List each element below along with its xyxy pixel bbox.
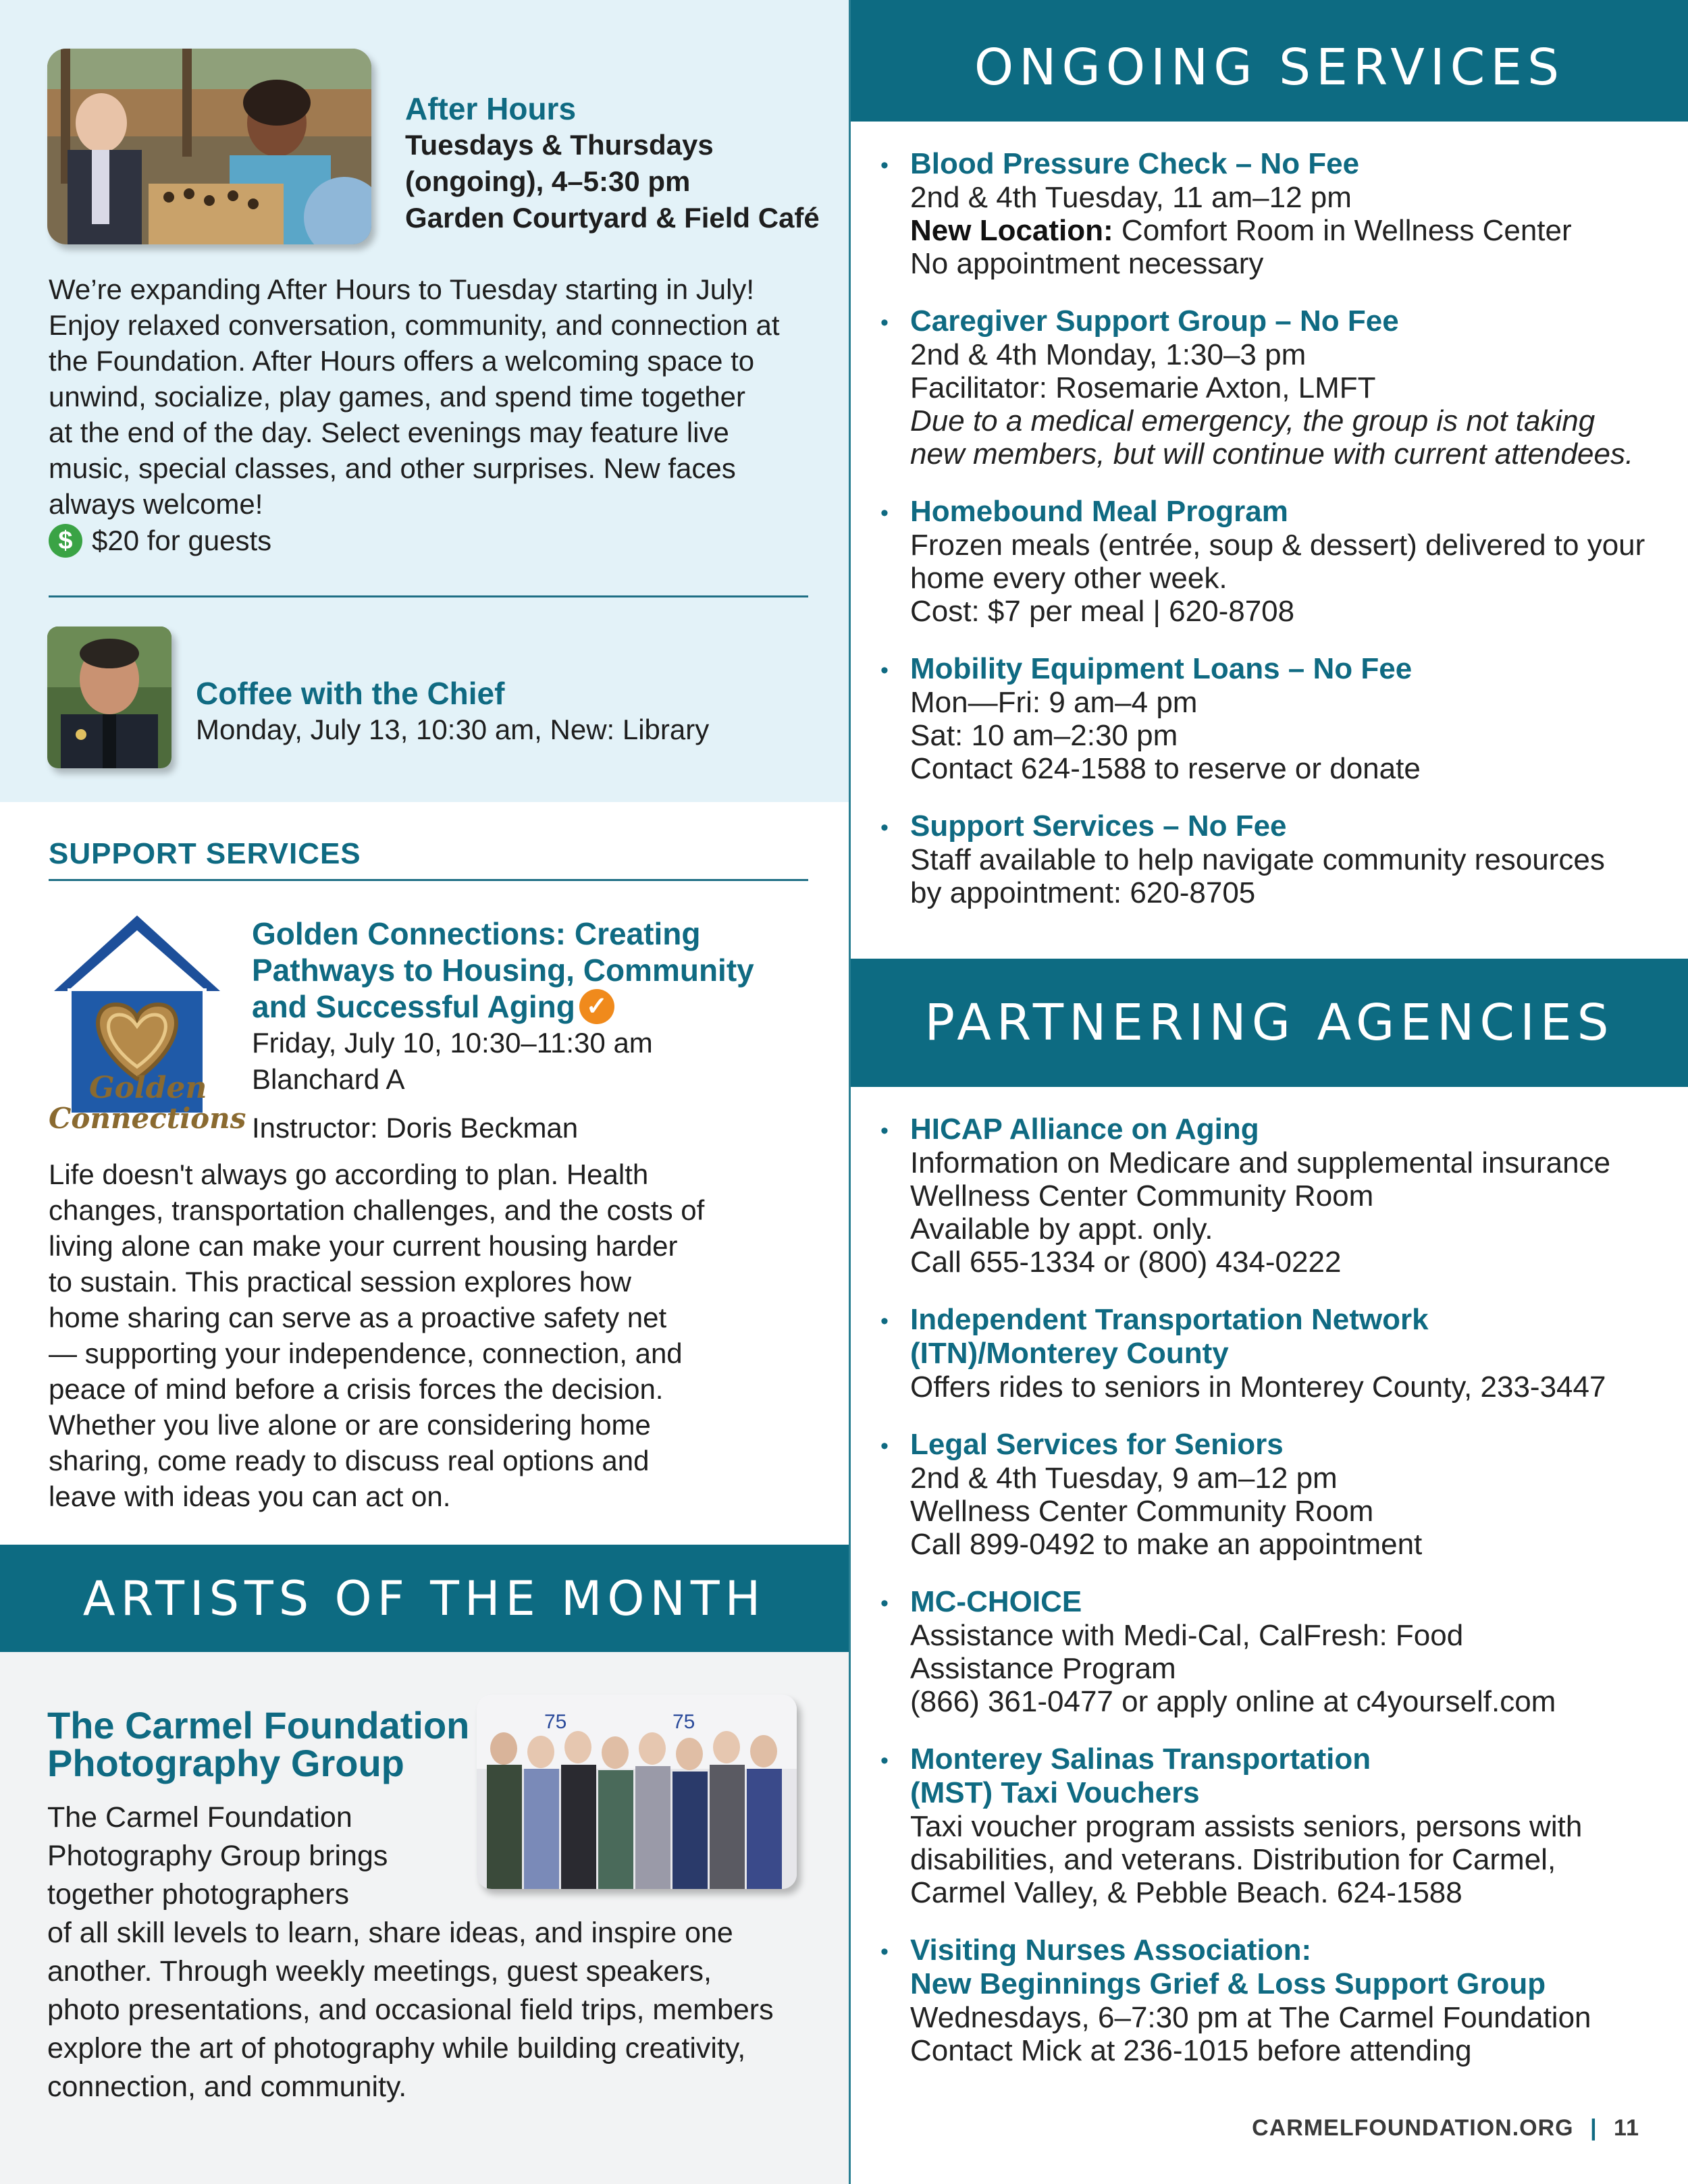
service-note: Due to a medical emergency, the group is not taking xyxy=(910,404,1595,437)
agency-detail: Assistance with Medi-Cal, CalFresh: Food xyxy=(910,1619,1464,1652)
chief-portrait-image xyxy=(47,627,172,768)
golden-connections-title-line: and Successful Aging xyxy=(252,989,575,1024)
service-title: Caregiver Support Group – No Fee xyxy=(910,304,1399,338)
agency-detail: 2nd & 4th Tuesday, 9 am–12 pm xyxy=(910,1462,1338,1495)
after-hours-title: After Hours xyxy=(405,91,577,126)
body-line: of all skill levels to learn, share ideas, and inspire one xyxy=(47,1917,733,1949)
agency-detail: Wellness Center Community Room xyxy=(910,1495,1374,1528)
list-item xyxy=(878,1934,1674,2067)
after-hours-schedule-line: (ongoing), 4–5:30 pm xyxy=(405,165,691,197)
bullet-icon: • xyxy=(880,815,889,841)
bullet-icon: • xyxy=(880,1433,889,1459)
service-detail: Sat: 10 am–2:30 pm xyxy=(910,719,1178,752)
agency-title: Independent Transportation Network xyxy=(910,1303,1429,1336)
support-services-label: SUPPORT SERVICES xyxy=(49,837,361,870)
sign-number: 75 xyxy=(672,1711,695,1733)
ongoing-services-list xyxy=(878,147,1674,934)
checkmark-badge-icon: ✓ xyxy=(579,989,614,1024)
body-line: sharing, come ready to discuss real options and xyxy=(49,1445,650,1476)
agency-detail: Wellness Center Community Room xyxy=(910,1179,1374,1213)
golden-connections-description xyxy=(49,1156,839,1514)
golden-connections-title-last xyxy=(252,988,833,1025)
coffee-detail: Monday, July 13, 10:30 am, New: Library xyxy=(196,714,710,745)
service-detail: Facilitator: Rosemarie Axton, LMFT xyxy=(910,371,1376,404)
page-footer xyxy=(1252,2115,1639,2141)
service-detail: by appointment: 620-8705 xyxy=(910,876,1256,909)
agency-detail: Carmel Valley, & Pebble Beach. 624-1588 xyxy=(910,1876,1462,1909)
agency-detail: Taxi voucher program assists seniors, persons with xyxy=(910,1810,1583,1843)
bullet-icon: • xyxy=(880,153,889,178)
coffee-title: Coffee with the Chief xyxy=(196,676,505,711)
agency-detail: Call 655-1334 or (800) 434-0222 xyxy=(910,1246,1342,1279)
artists-title-line: Photography Group xyxy=(47,1742,404,1784)
list-item xyxy=(878,147,1674,280)
agency-detail: disabilities, and veterans. Distribution for Carmel, xyxy=(910,1843,1556,1876)
page-number: 11 xyxy=(1614,2115,1639,2141)
footer-site: CARMELFOUNDATION.ORG xyxy=(1252,2115,1574,2141)
after-hours-location: Garden Courtyard & Field Café xyxy=(405,202,820,234)
after-hours-description xyxy=(49,271,839,522)
ongoing-services-banner-text: ONGOING SERVICES xyxy=(974,38,1565,97)
body-line: home sharing can serve as a proactive safety net xyxy=(49,1302,667,1333)
service-detail: 2nd & 4th Tuesday, 11 am–12 pm xyxy=(910,181,1352,214)
body-line: at the end of the day. Select evenings may feature live xyxy=(49,417,729,448)
partnering-agencies-list xyxy=(878,1113,1674,2092)
artists-banner xyxy=(0,1545,849,1653)
bullet-icon: • xyxy=(880,1748,889,1774)
support-services-underline xyxy=(49,879,808,881)
service-detail: Cost: $7 per meal | 620-8708 xyxy=(910,595,1295,628)
service-detail: Contact 624-1588 to reserve or donate xyxy=(910,752,1421,785)
golden-connections-room: Blanchard A xyxy=(252,1063,405,1095)
bullet-icon: • xyxy=(880,1591,889,1616)
bullet-icon: • xyxy=(880,1939,889,1965)
agency-detail: Wednesdays, 6–7:30 pm at The Carmel Foundation xyxy=(910,2001,1591,2034)
body-line: Whether you live alone or are considering home xyxy=(49,1409,651,1441)
service-title: Blood Pressure Check – No Fee xyxy=(910,147,1360,180)
service-detail: Mon—Fri: 9 am–4 pm xyxy=(910,686,1198,719)
partnering-agencies-banner xyxy=(851,959,1688,1087)
body-line: Photography Group brings xyxy=(47,1840,388,1872)
agency-title: HICAP Alliance on Aging xyxy=(910,1113,1259,1146)
body-line: connection, and community. xyxy=(47,2071,407,2103)
list-item xyxy=(878,1585,1674,1718)
police-chief-photo xyxy=(47,627,172,768)
service-title: Support Services – No Fee xyxy=(910,809,1287,843)
list-item xyxy=(878,652,1674,785)
location-label: New Location: xyxy=(910,214,1113,247)
agency-title: MC-CHOICE xyxy=(910,1585,1082,1618)
body-line: Enjoy relaxed conversation, community, and connection at xyxy=(49,309,780,341)
service-detail: Staff available to help navigate community resources xyxy=(910,843,1605,876)
agency-detail: Contact Mick at 236-1015 before attending xyxy=(910,2034,1472,2067)
list-item xyxy=(878,495,1674,628)
agency-detail: Available by appt. only. xyxy=(910,1213,1213,1246)
list-item xyxy=(878,809,1674,909)
logo-text-golden: Golden xyxy=(89,1071,207,1105)
service-location xyxy=(910,214,1674,247)
agency-title: (MST) Taxi Vouchers xyxy=(910,1776,1200,1809)
body-line: leave with ideas you can act on. xyxy=(49,1481,451,1512)
after-hours-photo xyxy=(47,49,371,244)
location-value: Comfort Room in Wellness Center xyxy=(1113,214,1572,247)
list-item xyxy=(878,304,1674,471)
body-line: peace of mind before a crisis forces the decision. xyxy=(49,1373,664,1405)
bullet-icon: • xyxy=(880,1118,889,1144)
body-line: The Carmel Foundation xyxy=(47,1801,352,1834)
agency-title: Legal Services for Seniors xyxy=(910,1428,1284,1461)
service-title: Homebound Meal Program xyxy=(910,495,1288,528)
body-line: changes, transportation challenges, and the costs of xyxy=(49,1194,705,1226)
column-divider xyxy=(849,0,851,2184)
ongoing-services-banner xyxy=(851,0,1688,122)
list-item xyxy=(878,1113,1674,1279)
footer-separator: | xyxy=(1590,2115,1598,2141)
agency-title: New Beginnings Grief & Loss Support Group xyxy=(910,1967,1546,2000)
golden-connections-title-line: Pathways to Housing, Community xyxy=(252,953,754,988)
artists-description-wide xyxy=(47,1914,837,2106)
service-detail: Frozen meals (entrée, soup & dessert) delivered to your xyxy=(910,529,1645,562)
photography-group-photo xyxy=(477,1695,797,1889)
artists-banner-text: ARTISTS OF THE MONTH xyxy=(82,1571,766,1626)
body-line: Life doesn't always go according to plan. Health xyxy=(49,1158,649,1190)
partnering-agencies-banner-text: PARTNERING AGENCIES xyxy=(924,994,1614,1052)
list-item xyxy=(878,1303,1674,1404)
body-line: — supporting your independence, connection, and xyxy=(49,1337,683,1369)
service-title: Mobility Equipment Loans – No Fee xyxy=(910,652,1413,685)
bullet-icon: • xyxy=(880,658,889,683)
agency-title: Monterey Salinas Transportation xyxy=(910,1742,1371,1776)
service-note: new members, but will continue with current attendees. xyxy=(910,437,1634,471)
golden-connections-instructor: Instructor: Doris Beckman xyxy=(252,1112,579,1144)
guest-fee-text: $20 for guests xyxy=(92,525,272,556)
body-line: photo presentations, and occasional field trips, members xyxy=(47,1994,774,2026)
body-line: music, special classes, and other surprises. New faces xyxy=(49,452,736,484)
body-line: together photographers xyxy=(47,1878,350,1911)
bullet-icon: • xyxy=(880,1308,889,1334)
service-detail: home every other week. xyxy=(910,562,1228,595)
agency-detail: (866) 361-0477 or apply online at c4yourself.com xyxy=(910,1685,1556,1718)
after-hours-schedule-line: Tuesdays & Thursdays xyxy=(405,129,714,161)
service-detail: 2nd & 4th Monday, 1:30–3 pm xyxy=(910,338,1307,371)
body-line: to sustain. This practical session explores how xyxy=(49,1266,631,1298)
list-item xyxy=(878,1428,1674,1561)
section-divider xyxy=(49,595,808,597)
dollar-icon: $ xyxy=(49,524,82,558)
body-line: always welcome! xyxy=(49,488,263,520)
body-line: explore the art of photography while building creativity, xyxy=(47,2032,746,2065)
agency-detail: Call 899-0492 to make an appointment xyxy=(910,1528,1423,1561)
golden-connections-date: Friday, July 10, 10:30–11:30 am xyxy=(252,1027,653,1059)
sign-number: 75 xyxy=(544,1711,567,1733)
chess-players-image xyxy=(47,49,371,244)
artists-title-line: The Carmel Foundation xyxy=(47,1704,470,1747)
body-line: the Foundation. After Hours offers a welcoming space to xyxy=(49,345,755,377)
agency-title: (ITN)/Monterey County xyxy=(910,1337,1229,1370)
guest-fee xyxy=(49,523,271,558)
agency-detail: Offers rides to seniors in Monterey County, 233-3447 xyxy=(910,1370,1606,1404)
agency-detail: Information on Medicare and supplemental insurance xyxy=(910,1146,1611,1179)
agency-detail: Assistance Program xyxy=(910,1652,1176,1685)
body-line: unwind, socialize, play games, and spend time together xyxy=(49,381,745,412)
golden-connections-title-line: Golden Connections: Creating xyxy=(252,916,701,951)
bullet-icon: • xyxy=(880,500,889,526)
logo-text-connections: Connections xyxy=(49,1102,246,1135)
service-detail: No appointment necessary xyxy=(910,247,1264,280)
body-line: another. Through weekly meetings, guest speakers, xyxy=(47,1955,712,1988)
golden-connections-logo xyxy=(49,910,246,1140)
body-line: living alone can make your current housing harder xyxy=(49,1230,678,1262)
agency-title: Visiting Nurses Association: xyxy=(910,1934,1312,1967)
artists-description-narrow xyxy=(47,1799,466,1914)
body-line: We’re expanding After Hours to Tuesday starting in July! xyxy=(49,273,755,305)
list-item xyxy=(878,1742,1674,1909)
bullet-icon: • xyxy=(880,310,889,336)
group-photo-image xyxy=(477,1695,797,1889)
